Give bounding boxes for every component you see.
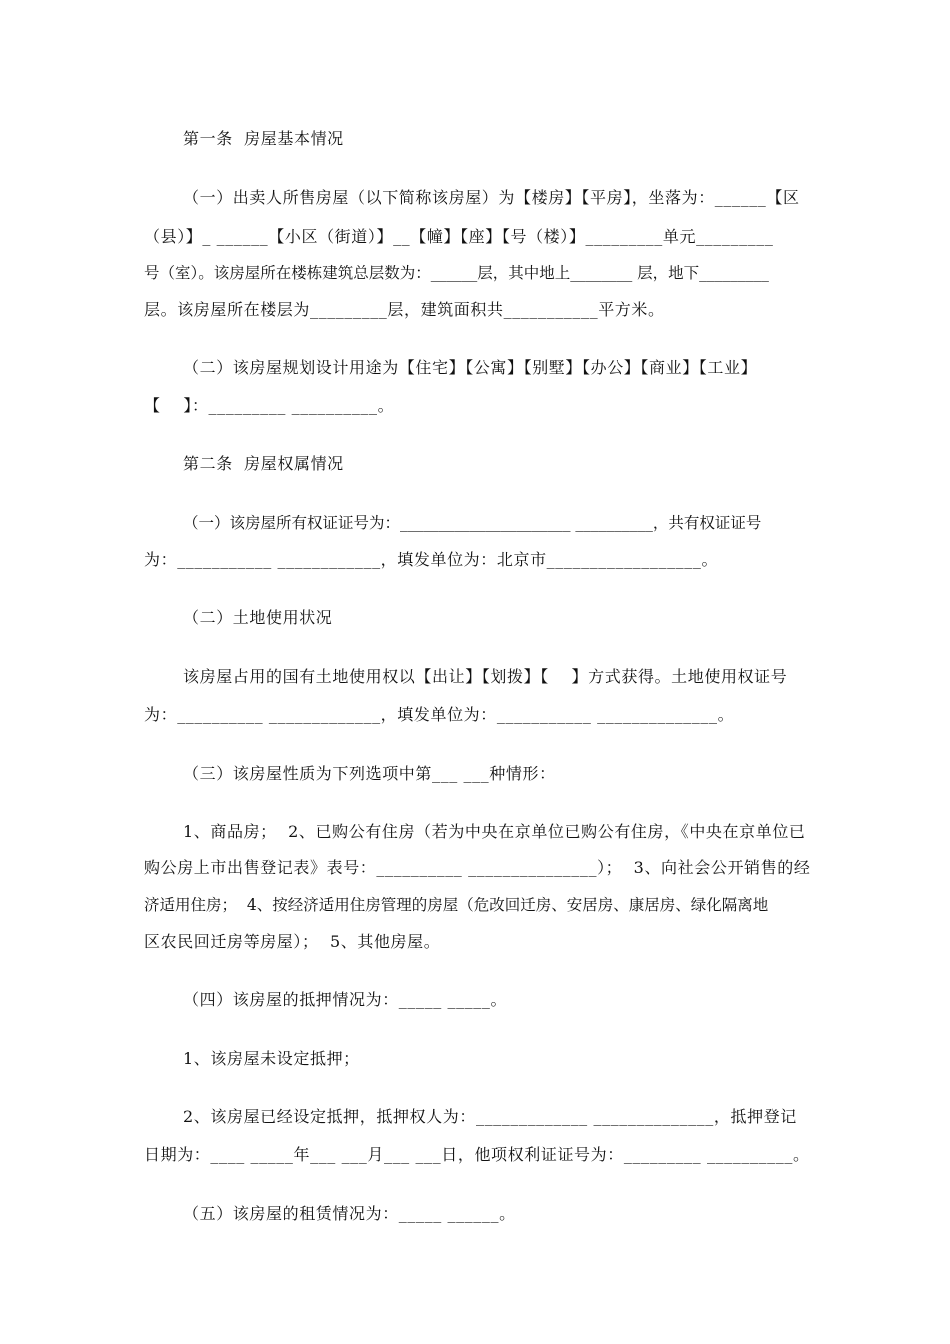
paragraph-line: 1、商品房； 2、已购公有住房（若为中央在京单位已购公有住房，《中央在京单位已 — [183, 822, 806, 841]
paragraph-line: 日期为：____ _____年___ ___月___ ___日，他项权利证证号为：_________ __________。 — [144, 1145, 810, 1164]
paragraph-line: （五）该房屋的租赁情况为：_____ ______。 — [183, 1204, 516, 1223]
article-2-heading: 第二条 房屋权属情况 — [183, 454, 344, 473]
subsection-title: （二）土地使用状况 — [183, 608, 333, 627]
paragraph-line: 为：___________ ____________，填发单位为：北京市__________________。 — [144, 550, 719, 569]
paragraph-line: （三）该房屋性质为下列选项中第___ ___种情形： — [183, 764, 556, 783]
paragraph-line: （四）该房屋的抵押情况为：_____ _____。 — [183, 990, 508, 1009]
paragraph-line: 为：__________ _____________，填发单位为：___________ ______________。 — [144, 705, 735, 724]
paragraph-line: 购公房上市出售登记表》表号：__________ _______________）； 3、向社会公开销售的经 — [144, 858, 811, 877]
paragraph-line: （一）出卖人所售房屋（以下简称该房屋）为【楼房】【平房】，坐落为：______【区 — [183, 188, 800, 207]
paragraph-line: 号（室）。该房屋所在楼栋建筑总层数为：______层，其中地上________ 层，地下_________ — [144, 264, 769, 282]
paragraph-line: 区农民回迁房等房屋）； 5、其他房屋。 — [144, 932, 441, 951]
paragraph-line: （县）】_ ______【小区（街道）】__【幢】【座】【号（楼）】_________单元_________ — [144, 227, 774, 246]
paragraph-line: 1、该房屋未设定抵押； — [183, 1049, 360, 1068]
article-1-heading: 第一条 房屋基本情况 — [183, 129, 344, 148]
paragraph-line: （二）该房屋规划设计用途为【住宅】【公寓】【别墅】【办公】【商业】【工业】 — [183, 358, 758, 377]
paragraph-line: 该房屋占用的国有土地使用权以【出让】【划拨】【 】方式获得。土地使用权证号 — [183, 667, 788, 686]
paragraph-line: 层。该房屋所在楼层为_________层，建筑面积共___________平方米。 — [144, 300, 665, 319]
paragraph-line: 济适用住房； 4、按经济适用住房管理的房屋（危改回迁房、安居房、康居房、绿化隔离地 — [144, 896, 769, 914]
paragraph-line: 【 】：_________ __________。 — [144, 396, 395, 415]
paragraph-line: （一）该房屋所有权证证号为：______________________ __________，共有权证证号 — [183, 514, 762, 532]
paragraph-line: 2、该房屋已经设定抵押，抵押权人为：_____________ ______________，抵押登记 — [183, 1107, 797, 1126]
